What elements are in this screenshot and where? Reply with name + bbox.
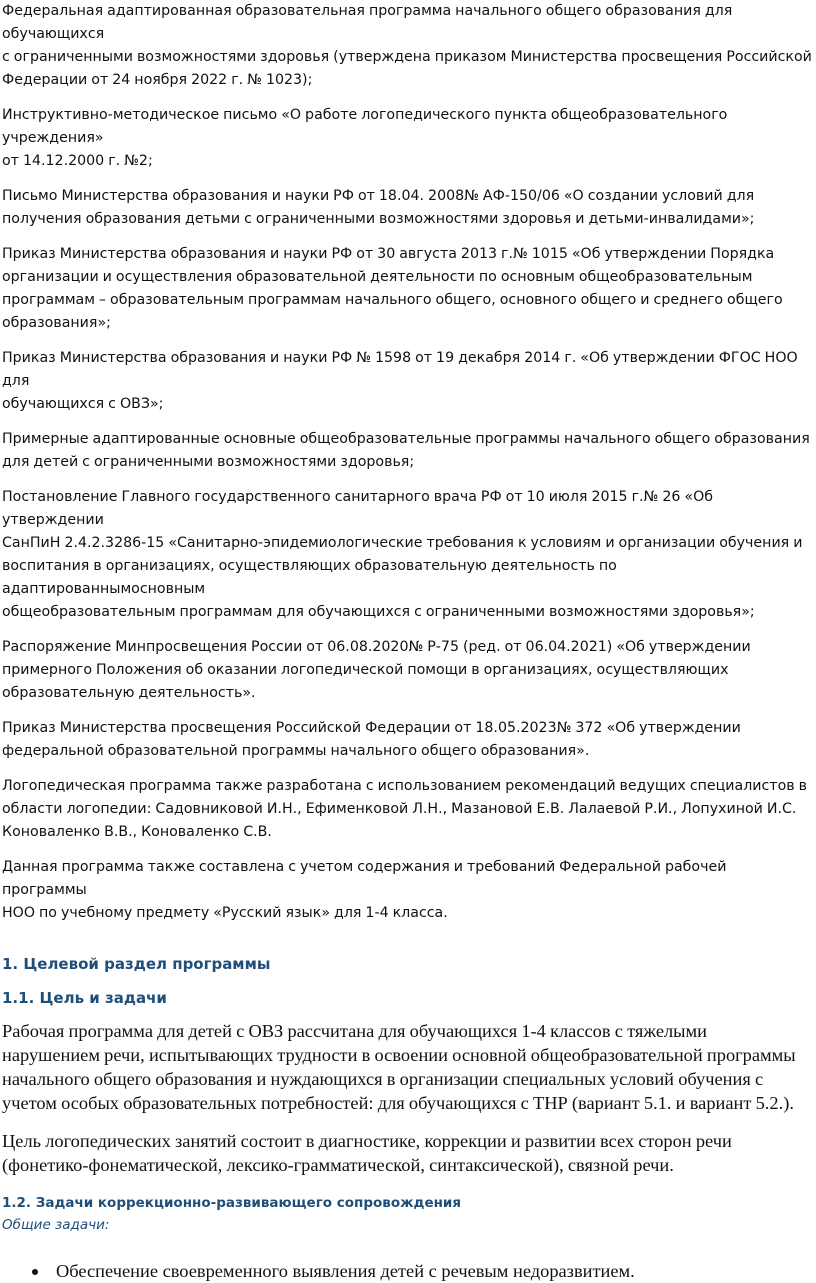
paragraph-fap-noo: Федеральная адаптированная образовательная программа начального общего образования для обучающихся с ограниченными возможностями здоровья (утверждена приказом Министерства просвещения Российской Федерации от 24 ноября 2022 г. № 1023); <box>2 3 812 88</box>
paragraph-program-scope: Рабочая программа для детей с ОВЗ рассчитана для обучающихся 1-4 классов с тяжелыми нарушением речи, испытывающих трудности в освоении основной общеобразовательной программы начального общего образования и нуждающихся в организации специальных условий обучения с учетом особых образовательных потребностей: для обучающихся с ТНР (вариант 5.1. и вариант 5.2.). <box>2 1021 796 1113</box>
paragraph-federal-program: Данная программа также составлена с учетом содержания и требований Федеральной рабочей программы НОО по учебному предмету «Русский язык» для 1-4 класса. <box>2 859 727 921</box>
section-heading-goals: 1.1. Цель и задачи <box>2 989 167 1007</box>
section-heading-target: 1. Целевой раздел программы <box>2 955 271 973</box>
paragraph-order-1015: Приказ Министерства образования и науки РФ от 30 августа 2013 г.№ 1015 «Об утверждении Порядка организации и осуществления образовательной деятельности по основным общеобразовательным программам – образовательным программам начального общего, основного общего и среднего общего образования»; <box>2 246 783 331</box>
section-heading-tasks: 1.2. Задачи коррекционно-развивающего сопровождения <box>2 1195 462 1211</box>
paragraph-sanpin: Постановление Главного государственного санитарного врача РФ от 10 июля 2015 г.№ 26 «Об утверждении СанПиН 2.4.2.3286-15 «Санитарно-эпидемиологические требования к условиям и организации обучения и воспитания в организациях, осуществляющих образовательную деятельность по адаптированнымосновным общеобразовательным программам для обучающихся с ограниченными возможностями здоровья»; <box>2 489 803 620</box>
paragraph-specialists: Логопедическая программа также разработана с использованием рекомендаций ведущих специалистов в области логопедии: Садовниковой И.Н., Ефименковой Л.Н., Мазановой Е.В. Лалаевой Р.И., Лопухиной И.С. Коноваленко В.В., Коноваленко С.В. <box>2 778 807 840</box>
task-list <box>2 1259 814 1283</box>
paragraph-order-372: Приказ Министерства просвещения Российской Федерации от 18.05.2023№ 372 «Об утверждении федеральной образовательной программы начального общего образования». <box>2 720 741 759</box>
paragraph-instructive-letter: Инструктивно-методическое письмо «О работе логопедического пункта общеобразовательного учреждения» от 14.12.2000 г. №2; <box>2 107 728 169</box>
bullet-icon <box>32 1269 38 1275</box>
paragraph-regulation-r75: Распоряжение Минпросвещения России от 06.08.2020№ Р-75 (ред. от 06.04.2021) «Об утверждении примерного Положения об оказании логопедической помощи в организациях, осуществляющих образовательную деятельность». <box>2 639 751 701</box>
paragraph-sample-programs: Примерные адаптированные основные общеобразовательные программы начального общего образования для детей с ограниченными возможностями здоровья; <box>2 431 810 470</box>
list-item <box>32 1259 814 1283</box>
general-tasks-label: Общие задачи: <box>2 1217 110 1233</box>
paragraph-ministry-letter: Письмо Министерства образования и науки РФ от 18.04. 2008№ АФ-150/06 «О создании условий для получения образования детьми с ограниченными возможностями здоровья и детьми-инвалидами»; <box>2 188 755 227</box>
paragraph-program-goal: Цель логопедических занятий состоит в диагностике, коррекции и развитии всех сторон речи (фонетико-фонематической, лексико-грамматической, синтаксической), связной речи. <box>2 1131 732 1175</box>
paragraph-order-1598: Приказ Министерства образования и науки РФ № 1598 от 19 декабря 2014 г. «Об утверждении ФГОС НОО для обучающихся с ОВЗ»; <box>2 350 798 412</box>
list-item-text: Обеспечение своевременного выявления детей с речевым недоразвитием. <box>56 1261 635 1281</box>
